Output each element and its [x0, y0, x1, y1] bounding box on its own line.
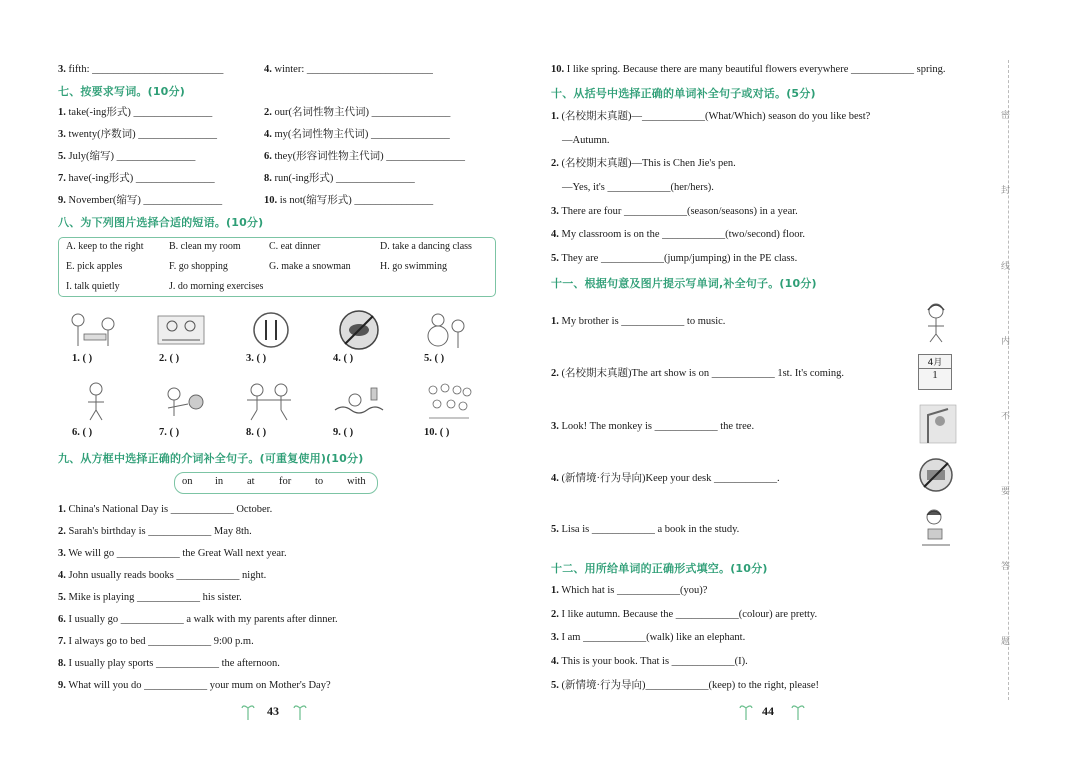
picture-reading-girl	[918, 507, 954, 547]
sec7-item-2: 2. our(名词性物主代词) _______________	[264, 107, 451, 118]
section-9-title: 九、从方框中选择正确的介词补全句子。(可重复使用)(10分)	[58, 452, 364, 465]
sec9-item-1: 1. China's National Day is ____________ October.	[58, 504, 273, 515]
sec7-item-4: 4. my(名词性物主代词) _______________	[264, 129, 450, 140]
sec7-item-7: 7. have(-ing形式) _______________	[58, 173, 215, 184]
picture-1-eat-dinner	[66, 310, 122, 350]
picture-10-morning-exercises	[423, 380, 473, 422]
sec10-item-1: 1. (名校期末真题)—____________(What/Which) season do you like best?	[551, 111, 871, 122]
calendar-day: 1	[932, 369, 938, 381]
section-12-title: 十二、用所给单词的正确形式填空。(10分)	[551, 562, 768, 575]
calendar-month: 4月	[919, 355, 951, 369]
picture-monkey-tree	[918, 403, 958, 445]
sec9-item-9: 9. What will you do ____________ your mum on Mother's Day?	[58, 680, 331, 691]
option-g: G. make a snowman	[269, 261, 351, 272]
sec10-item-1-answer: —Autumn.	[562, 135, 610, 146]
prep-at: at	[247, 476, 255, 487]
margin-char-8: 题	[1001, 637, 1011, 647]
sec10-item-2-answer: —Yes, it's ____________(her/hers).	[562, 182, 714, 193]
sec12-item-1: 1. Which hat is ____________(you)?	[551, 585, 708, 596]
picture-headphones-boy	[918, 300, 954, 344]
sec7-item-10: 10. is not(缩写形式) _______________	[264, 195, 434, 206]
item-3-fifth: 3. fifth: _________________________	[58, 64, 224, 75]
picture-7-answer[interactable]: 7. ( )	[159, 427, 180, 438]
picture-9-answer[interactable]: 9. ( )	[333, 427, 354, 438]
picture-5-snowman	[424, 308, 470, 350]
sec11-item-4: 4. (新情境·行为导向)Keep your desk ____________.	[551, 473, 780, 484]
margin-char-4: 内	[1001, 337, 1011, 347]
prep-for: for	[279, 476, 292, 487]
sec10-item-4: 4. My classroom is on the ____________(two/second) floor.	[551, 229, 806, 240]
sec11-item-5: 5. Lisa is ____________ a book in the study.	[551, 524, 740, 535]
sec7-item-8: 8. run(-ing形式) _______________	[264, 173, 415, 184]
picture-4-answer[interactable]: 4. ( )	[333, 353, 354, 364]
section-8-title: 八、为下列图片选择合适的短语。(10分)	[58, 216, 264, 229]
binding-dashed-line	[1008, 60, 1009, 700]
picture-2-shopping	[156, 312, 206, 348]
picture-10-answer[interactable]: 10. ( )	[424, 427, 450, 438]
sec7-item-5: 5. July(缩写) _______________	[58, 151, 196, 162]
page-number-43: 43	[267, 704, 279, 718]
item-10-spring: 10. I like spring. Because there are many beautiful flowers everywhere ____________ spring.	[551, 64, 946, 75]
sec7-item-3: 3. twenty(序数词) _______________	[58, 129, 217, 140]
picture-9-swimming	[333, 384, 387, 420]
sec12-item-2: 2. I like autumn. Because the ____________(colour) are pretty.	[551, 609, 818, 620]
picture-6-answer[interactable]: 6. ( )	[72, 427, 93, 438]
sec7-item-1: 1. take(-ing形式) _______________	[58, 107, 213, 118]
picture-6-girl	[80, 380, 114, 422]
picture-1-answer[interactable]: 1. ( )	[72, 353, 93, 364]
option-j: J. do morning exercises	[169, 281, 264, 292]
item-4-winter: 4. winter: ________________________	[264, 64, 433, 75]
sec10-item-3: 3. There are four ____________(season/seasons) in a year.	[551, 206, 798, 217]
margin-char-6: 要	[1001, 487, 1011, 497]
margin-char-3: 线	[1001, 262, 1011, 272]
picture-messy-desk-sign	[918, 457, 954, 493]
sec12-item-4: 4. This is your book. That is ____________(I).	[551, 656, 748, 667]
sec7-item-9: 9. November(缩写) _______________	[58, 195, 223, 206]
sec10-item-5: 5. They are ____________(jump/jumping) in the PE class.	[551, 253, 798, 264]
option-e: E. pick apples	[66, 261, 123, 272]
margin-char-2: 封	[1001, 186, 1011, 196]
sec10-item-2: 2. (名校期末真题)—This is Chen Jie's pen.	[551, 158, 736, 169]
sec9-item-7: 7. I always go to bed ____________ 9:00 p.m.	[58, 636, 254, 647]
sec12-item-5: 5. (新情境·行为导向)____________(keep) to the right, please!	[551, 680, 819, 691]
option-c: C. eat dinner	[269, 241, 321, 252]
section-10-title: 十、从括号中选择正确的单词补全句子或对话。(5分)	[551, 87, 816, 100]
prep-with: with	[347, 476, 366, 487]
option-a: A. keep to the right	[66, 241, 144, 252]
picture-8-answer[interactable]: 8. ( )	[246, 427, 267, 438]
option-d: D. take a dancing class	[380, 241, 472, 252]
sec11-item-1: 1. My brother is ____________ to music.	[551, 316, 726, 327]
picture-3-answer[interactable]: 3. ( )	[246, 353, 267, 364]
option-b: B. clean my room	[169, 241, 241, 252]
sec9-item-2: 2. Sarah's birthday is ____________ May 8th.	[58, 526, 252, 537]
sec12-item-3: 3. I am ____________(walk) like an elephant.	[551, 632, 746, 643]
option-i: I. talk quietly	[66, 281, 120, 292]
calendar-icon	[918, 354, 952, 390]
prep-in: in	[215, 476, 224, 487]
section-7-title: 七、按要求写词。(10分)	[58, 85, 185, 98]
page-number-44: 44	[762, 704, 774, 718]
sec9-item-8: 8. I usually play sports ____________ the afternoon.	[58, 658, 280, 669]
prep-on: on	[182, 476, 193, 487]
sec9-item-6: 6. I usually go ____________ a walk with my parents after dinner.	[58, 614, 338, 625]
sec7-item-6: 6. they(形容词性物主代词) _______________	[264, 151, 465, 162]
picture-5-answer[interactable]: 5. ( )	[424, 353, 445, 364]
margin-char-1: 密	[1001, 111, 1011, 121]
margin-char-5: 不	[1001, 412, 1011, 422]
sec9-item-3: 3. We will go ____________ the Great Wall next year.	[58, 548, 287, 559]
sec9-item-4: 4. John usually reads books ____________ night.	[58, 570, 267, 581]
sec11-item-2: 2. (名校期末真题)The art show is on ____________ 1st. It's coming.	[551, 368, 844, 379]
picture-3-knife-fork-sign	[251, 310, 291, 350]
option-h: H. go swimming	[380, 261, 447, 272]
picture-8-dancing	[243, 380, 295, 422]
picture-4-quiet-sign	[337, 308, 381, 352]
sec11-item-3: 3. Look! The monkey is ____________ the tree.	[551, 421, 755, 432]
picture-2-answer[interactable]: 2. ( )	[159, 353, 180, 364]
sec9-item-5: 5. Mike is playing ____________ his sister.	[58, 592, 242, 603]
margin-char-7: 答	[1001, 562, 1011, 572]
picture-7-picking	[160, 382, 210, 422]
option-f: F. go shopping	[169, 261, 228, 272]
section-11-title: 十一、根据句意及图片提示写单词,补全句子。(10分)	[551, 277, 817, 290]
prep-to: to	[315, 476, 324, 487]
